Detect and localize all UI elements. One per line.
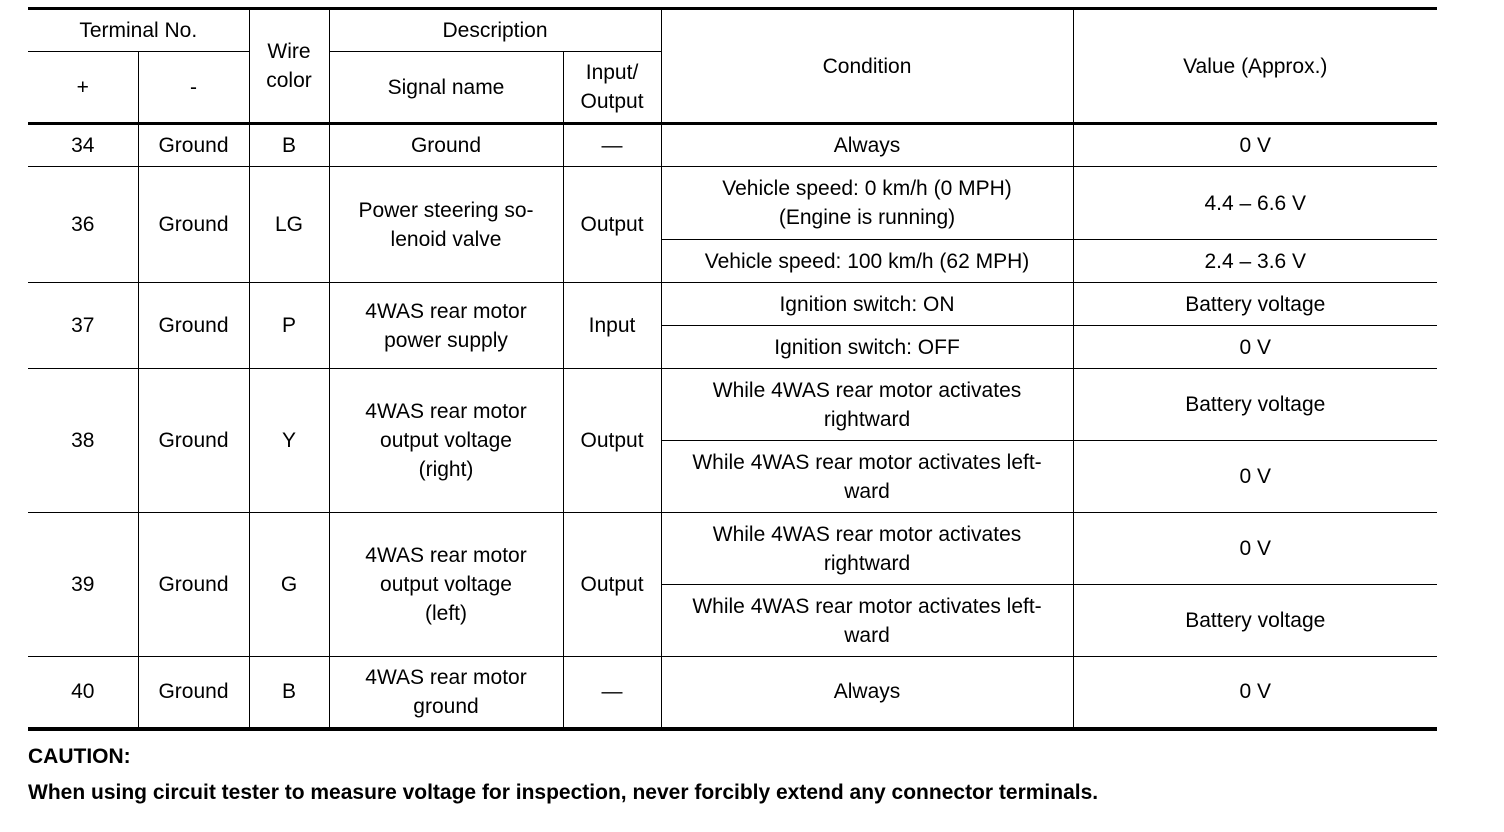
condition: While 4WAS rear motor activates left- ward xyxy=(661,585,1073,657)
condition: Always xyxy=(661,657,1073,729)
header-signal-name: Signal name xyxy=(329,52,563,124)
header-minus: - xyxy=(138,52,249,124)
input-output: — xyxy=(563,657,661,729)
caution-note xyxy=(28,739,1437,811)
terminal-minus: Ground xyxy=(138,513,249,657)
input-output: Output xyxy=(563,369,661,513)
signal-name: 4WAS rear motor output voltage (left) xyxy=(329,513,563,657)
document-page xyxy=(28,7,1437,811)
caution-title: CAUTION: xyxy=(28,744,131,768)
header-value: Value (Approx.) xyxy=(1073,9,1437,124)
wire-color: B xyxy=(249,657,329,729)
condition: Vehicle speed: 0 km/h (0 MPH) (Engine is running) xyxy=(661,167,1073,240)
header-input-output: Input/ Output xyxy=(563,52,661,124)
caution-text: When using circuit tester to measure voltage for inspection, never forcibly extend any connector terminals. xyxy=(28,780,1099,804)
signal-name: Power steering so- lenoid valve xyxy=(329,167,563,283)
input-output: Output xyxy=(563,167,661,283)
header-wire-color: Wire color xyxy=(249,9,329,124)
signal-name: 4WAS rear motor output voltage (right) xyxy=(329,369,563,513)
wire-color: G xyxy=(249,513,329,657)
header-plus: + xyxy=(28,52,138,124)
condition: Vehicle speed: 100 km/h (62 MPH) xyxy=(661,240,1073,283)
terminal-plus: 40 xyxy=(28,657,138,729)
condition: While 4WAS rear motor activates rightward xyxy=(661,513,1073,585)
condition: Always xyxy=(661,124,1073,167)
terminal-plus: 34 xyxy=(28,124,138,167)
wire-color: LG xyxy=(249,167,329,283)
wire-color: P xyxy=(249,283,329,369)
input-output: Output xyxy=(563,513,661,657)
terminal-minus: Ground xyxy=(138,124,249,167)
header-description: Description xyxy=(329,9,661,52)
condition: While 4WAS rear motor activates rightward xyxy=(661,369,1073,441)
terminal-plus: 39 xyxy=(28,513,138,657)
terminal-minus: Ground xyxy=(138,283,249,369)
terminal-table xyxy=(28,7,1437,731)
header-terminal-no: Terminal No. xyxy=(28,9,249,52)
condition: Ignition switch: ON xyxy=(661,283,1073,326)
terminal-plus: 36 xyxy=(28,167,138,283)
terminal-minus: Ground xyxy=(138,657,249,729)
value: 0 V xyxy=(1073,124,1437,167)
value: Battery voltage xyxy=(1073,585,1437,657)
value: 0 V xyxy=(1073,513,1437,585)
value: 0 V xyxy=(1073,326,1437,369)
terminal-minus: Ground xyxy=(138,369,249,513)
wire-color: B xyxy=(249,124,329,167)
value: Battery voltage xyxy=(1073,283,1437,326)
signal-name: Ground xyxy=(329,124,563,167)
value: 0 V xyxy=(1073,441,1437,513)
terminal-minus: Ground xyxy=(138,167,249,283)
header-condition: Condition xyxy=(661,9,1073,124)
input-output: — xyxy=(563,124,661,167)
input-output: Input xyxy=(563,283,661,369)
condition: Ignition switch: OFF xyxy=(661,326,1073,369)
value: Battery voltage xyxy=(1073,369,1437,441)
signal-name: 4WAS rear motor ground xyxy=(329,657,563,729)
signal-name: 4WAS rear motor power supply xyxy=(329,283,563,369)
value: 4.4 – 6.6 V xyxy=(1073,167,1437,240)
value: 0 V xyxy=(1073,657,1437,729)
wire-color: Y xyxy=(249,369,329,513)
terminal-plus: 38 xyxy=(28,369,138,513)
value: 2.4 – 3.6 V xyxy=(1073,240,1437,283)
condition: While 4WAS rear motor activates left- ward xyxy=(661,441,1073,513)
terminal-plus: 37 xyxy=(28,283,138,369)
